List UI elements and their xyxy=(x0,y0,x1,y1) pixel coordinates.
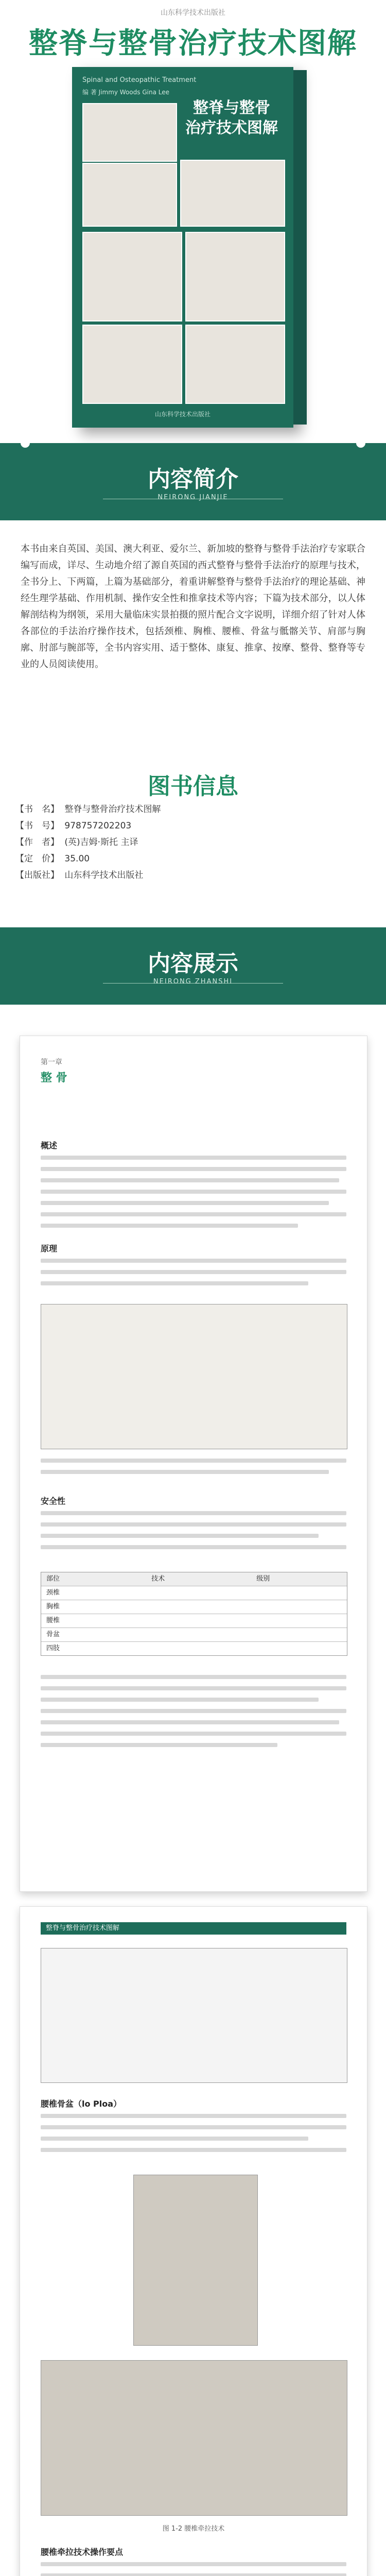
table-cell: 胸椎 xyxy=(46,1603,60,1611)
page-title: 整脊与整骨治疗技术图解 xyxy=(29,26,357,60)
showcase-title: 内容展示 xyxy=(148,951,238,977)
text-line xyxy=(41,1156,346,1160)
table-cell: 骨盆 xyxy=(46,1631,60,1638)
cover-title-box xyxy=(180,98,283,138)
intro-text: 本书由来自英国、美国、澳大利亚、爱尔兰、新加坡的整脊与整骨手法治疗专家联合编写而成，详尽、生动地介绍了源自英国的西式整脊与整骨手法治疗的原理与技术，全书分上、下两篇，上篇为基础部分，着重讲解整脊与整骨手法治疗的理论基础、神经生理学基础、作用机制、操作安全性和推拿技术等内容；下篇为技术部分，以人体解剖结构为纲领，采用大量临床实景拍摄的照片配合文字说明，详细介绍了针对人体各部位的手法治疗操作技术，包括颈椎、胸椎、腰椎、骨盆与骶髂关节、肩部与胸廓、肘部与腕部等，全书内容实用、适于整体、康复、推拿、按摩、整骨、整脊等专业的人员阅读使用。 xyxy=(21,544,365,670)
cover-photo-2 xyxy=(82,163,177,227)
table-cell: 腰椎 xyxy=(46,1617,60,1624)
book-info-title: 图书信息 xyxy=(148,773,238,800)
table-col: 技术 xyxy=(151,1575,165,1583)
text-line xyxy=(41,1732,346,1736)
doc-heading: 安全性 xyxy=(41,1496,66,1506)
showcase-subtitle: NEIRONG ZHANSHI xyxy=(153,978,233,986)
text-line xyxy=(41,1178,339,1182)
photo-caption: 图 1-2 腰椎牵拉技术 xyxy=(162,2525,225,2533)
cover-authors: 编 著 Jimmy Woods Gina Lee xyxy=(82,89,169,96)
text-line xyxy=(41,2573,346,2576)
cover-title: 整脊与整骨 治疗技术图解 xyxy=(185,99,278,137)
doc-heading: 概述 xyxy=(41,1141,58,1150)
info-value: 35.00 xyxy=(64,854,90,864)
book-info-table xyxy=(15,801,371,884)
text-line xyxy=(41,1522,346,1527)
table-col: 级别 xyxy=(256,1575,270,1583)
doc-chapter: 第一章 xyxy=(41,1058,62,1066)
text-line xyxy=(41,1167,346,1171)
photo-table xyxy=(41,2360,347,2516)
text-line xyxy=(41,1459,346,1463)
text-line xyxy=(41,1534,319,1538)
text-line xyxy=(41,1743,277,1747)
doc-table xyxy=(41,1572,347,1656)
book-front xyxy=(72,67,293,428)
table-row xyxy=(41,1586,347,1600)
doc-chapter-title: 整 骨 xyxy=(41,1072,67,1084)
info-value: (英)吉姆·斯托 主译 xyxy=(64,837,138,848)
info-row xyxy=(15,801,371,818)
cover-photo-7 xyxy=(185,325,285,404)
text-line xyxy=(41,1511,346,1515)
text-line xyxy=(41,1212,346,1216)
info-row xyxy=(15,834,371,851)
dot-icon xyxy=(356,438,365,448)
text-line xyxy=(41,1281,308,1285)
info-value: 整脊与整骨治疗技术图解 xyxy=(64,804,161,815)
top-label: 山东科学技术出版社 xyxy=(161,9,225,17)
text-line xyxy=(41,2148,346,2152)
info-row xyxy=(15,867,371,884)
text-line xyxy=(41,1190,346,1194)
text-line xyxy=(41,1259,346,1263)
hero-section xyxy=(0,0,386,613)
book-cover-image xyxy=(72,67,314,433)
doc-heading: 腰椎骨盆（lo Ploa） xyxy=(41,2099,122,2109)
text-line xyxy=(41,2137,308,2141)
info-key: 【定 价】 xyxy=(15,854,59,864)
info-key: 【出版社】 xyxy=(15,870,59,880)
diagram-image xyxy=(41,1304,347,1449)
intro-subtitle: NEIRONG JIANJIE xyxy=(157,494,229,501)
cover-photo-4 xyxy=(82,232,182,321)
table-row xyxy=(41,1628,347,1642)
intro-title: 内容简介 xyxy=(148,466,238,493)
photo-standing xyxy=(133,2175,258,2346)
showcase-page-1 xyxy=(20,1036,367,1892)
text-line xyxy=(41,1698,319,1702)
dot-icon xyxy=(21,438,30,448)
table-col: 部位 xyxy=(46,1575,60,1583)
text-line xyxy=(41,1270,346,1274)
text-line xyxy=(41,1709,346,1713)
text-line xyxy=(41,2125,346,2129)
showcase-page-2 xyxy=(20,1906,367,2576)
text-line xyxy=(41,1470,329,1474)
table-row xyxy=(41,1600,347,1614)
info-key: 【作 者】 xyxy=(15,837,59,848)
info-key: 【书 号】 xyxy=(15,821,59,831)
doc-header-bar: 整脊与整骨治疗技术图解 xyxy=(41,1922,346,1935)
table-header xyxy=(41,1572,347,1586)
cover-publisher: 山东科学技术出版社 xyxy=(154,411,210,418)
showcase-banner xyxy=(0,927,386,1005)
intro-banner xyxy=(0,443,386,520)
info-row xyxy=(15,851,371,867)
info-value: 978757202203 xyxy=(64,821,132,831)
table-row xyxy=(41,1614,347,1628)
text-line xyxy=(41,1224,298,1228)
text-line xyxy=(41,1201,329,1205)
table-row xyxy=(41,1642,347,1655)
cover-photo-3 xyxy=(180,160,285,227)
text-line xyxy=(41,1545,346,1549)
cover-english-line: Spinal and Osteopathic Treatment xyxy=(82,76,197,84)
table-cell: 颈椎 xyxy=(46,1589,60,1597)
text-line xyxy=(41,2114,346,2118)
doc-heading: 腰椎牵拉技术操作要点 xyxy=(41,2547,124,2557)
text-line xyxy=(41,1686,346,1690)
book-spine xyxy=(293,70,307,425)
cover-photo-1 xyxy=(82,103,177,162)
text-line xyxy=(41,1675,346,1679)
cover-photo-6 xyxy=(82,325,182,404)
table-cell: 四肢 xyxy=(46,1645,60,1652)
table-image xyxy=(41,1948,347,2083)
cover-photo-5 xyxy=(185,232,285,321)
info-row xyxy=(15,818,371,834)
text-line xyxy=(41,2562,346,2566)
doc-heading: 原理 xyxy=(41,1244,58,1253)
info-key: 【书 名】 xyxy=(15,804,59,815)
text-line xyxy=(41,1720,339,1724)
info-value: 山东科学技术出版社 xyxy=(64,870,144,880)
